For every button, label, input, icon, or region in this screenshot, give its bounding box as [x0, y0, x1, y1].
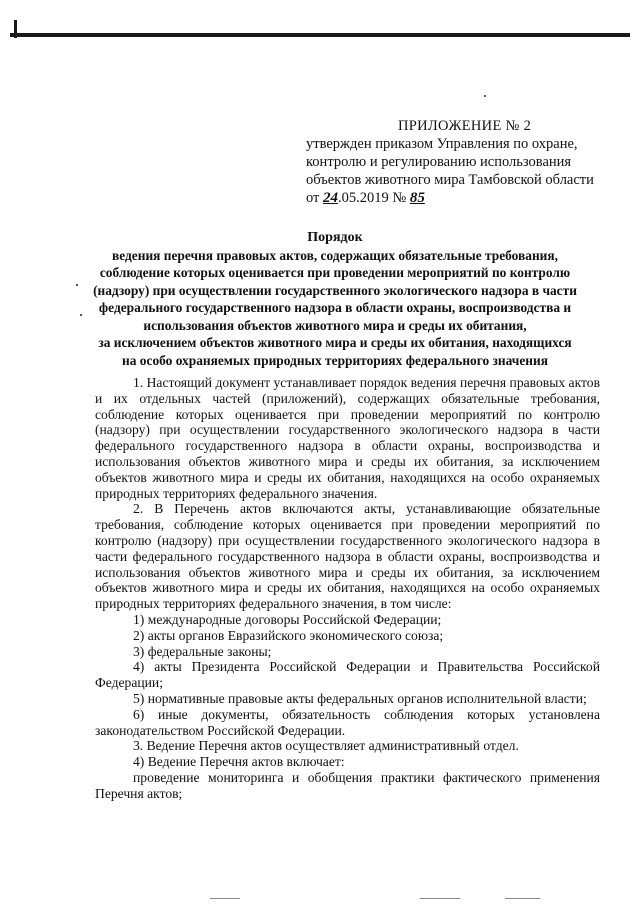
order-number: 85 [409, 190, 425, 206]
list-item: 3) федеральные законы; [133, 643, 272, 659]
scan-artifact [505, 898, 540, 899]
title-line: за исключением объектов животного мира и среды их обитания, находящихся [98, 335, 572, 350]
date-prefix: от [306, 190, 320, 206]
title-line: ведения перечня правовых актов, содержащих обязательные требования, [112, 247, 558, 263]
paragraph: 4) Ведение Перечня актов включает: [133, 754, 345, 770]
title-line: на особо охраняемых природных территориях федерального значения [122, 352, 548, 368]
approval-date-line [306, 189, 606, 207]
paragraph: 3. Ведение Перечня актов осуществляет административный отдел. [133, 738, 519, 754]
title-line: (надзору) при осуществлении государственного экологического надзора в части [93, 282, 577, 298]
title-line: использования объектов животного мира и среды их обитания, [143, 317, 527, 333]
appendix-line: контролю и регулированию использования [306, 154, 572, 170]
list-item: 6) иные документы, обязательность соблюдения которых установлена законодательством Российской Федерации. [95, 706, 600, 738]
appendix-title: ПРИЛОЖЕНИЕ № 2 [398, 118, 532, 134]
scan-border-top [10, 33, 630, 37]
paragraph: проведение мониторинга и обобщения практики фактического применения Перечня актов; [95, 769, 600, 801]
list-item: 4) акты Президента Российской Федерации и Правительства Российской Федерации; [95, 659, 600, 691]
appendix-block [306, 117, 606, 207]
scan-artifact [210, 898, 240, 899]
list-item: 2) акты органов Евразийского экономического союза; [133, 627, 444, 643]
appendix-line: объектов животного мира Тамбовской области [306, 172, 594, 188]
date-day: 24 [323, 190, 339, 206]
date-rest: .05.2019 № [338, 190, 407, 206]
title-line: федерального государственного надзора в области охраны, воспроизводства и [98, 300, 572, 315]
paragraph: 2. В Перечень актов включаются акты, устанавливающие обязательные требования, соблюдение которых оценивается при проведении мероприятий по контролю (надзору) при осуществлении государственного экологического надзора в части федерального государственного надзора в области охраны, воспроизводства и использования объектов животного мира и среды их обитания, за исключением объектов животного мира и среды их обитания, находящихся на особо охраняемых природных территориях федерального значения, в том числе: [95, 501, 600, 612]
appendix-line: утвержден приказом Управления по охране, [306, 136, 578, 152]
scan-artifact [420, 898, 460, 899]
scan-speck [484, 95, 486, 97]
list-item: 1) международные договоры Российской Федерации; [133, 611, 442, 627]
title-heading: Порядок [307, 230, 363, 245]
document-body [95, 375, 600, 802]
title-line: соблюдение которых оценивается при проведении мероприятий по контролю [99, 265, 571, 280]
paragraph: 1. Настоящий документ устанавливает порядок ведения перечня правовых актов и их отдельных частей (приложений), содержащих обязательные требования, соблюдение которых оценивается при проведении мероприятий по контролю (надзору) при осуществлении государственного экологического надзора в части федерального государственного надзора в области охраны, воспроизводства и использования объектов животного мира и среды их обитания, за исключением объектов животного мира и среды их обитания, находящихся на особо охраняемых природных территориях федерального значения. [95, 375, 600, 501]
document-title [60, 229, 610, 369]
list-item: 5) нормативные правовые акты федеральных органов исполнительной власти; [133, 690, 587, 706]
